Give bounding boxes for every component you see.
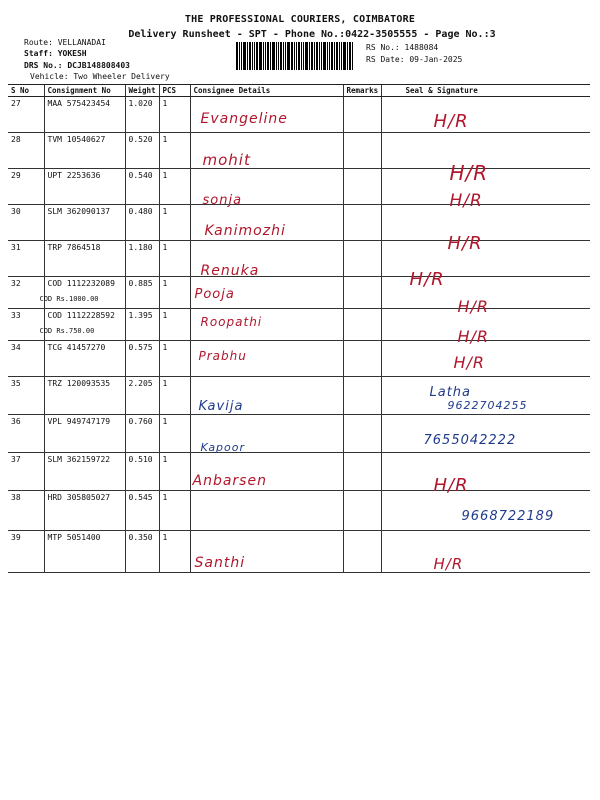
cell-consignee	[190, 309, 343, 341]
signature-handwriting: H/R	[433, 555, 464, 573]
cell-consignee	[190, 241, 343, 277]
cell-signature	[381, 341, 590, 377]
signature-handwriting: H/R	[449, 191, 483, 211]
cell-remarks	[343, 453, 381, 491]
drs-number: DRS No.: DCJB148808403	[24, 61, 130, 70]
signature-handwriting: H/R	[457, 297, 490, 316]
table-row	[8, 97, 590, 133]
col-consignment: Consignment No	[44, 85, 125, 97]
consignee-handwriting: Kapoor	[200, 441, 246, 454]
consignment-number: COD 1112232089	[47, 279, 115, 288]
consignment-number: MAA 575423454	[47, 99, 111, 108]
col-sno: S No	[8, 85, 44, 97]
cell-sno: 29	[8, 169, 44, 205]
consignee-handwriting: Renuka	[200, 263, 260, 279]
cell-weight: 0.480	[125, 205, 159, 241]
cod-amount: COD Rs.1000.00	[39, 295, 99, 303]
staff: Staff: YOKESH	[24, 49, 87, 58]
cell-sno: 38	[8, 491, 44, 531]
cell-sno: 30	[8, 205, 44, 241]
consignee-handwriting: sonja	[202, 193, 243, 208]
cell-signature	[381, 377, 590, 415]
cell-pcs: 1	[159, 491, 190, 531]
cell-pcs: 1	[159, 453, 190, 491]
cell-weight: 1.180	[125, 241, 159, 277]
cell-weight: 0.510	[125, 453, 159, 491]
signature-handwriting: H/R	[433, 111, 469, 132]
cell-consignment	[44, 531, 125, 573]
rs-number: RS No.: 1488084	[366, 43, 439, 52]
cell-weight: 0.520	[125, 133, 159, 169]
cell-remarks	[343, 277, 381, 309]
cell-sno: 28	[8, 133, 44, 169]
col-pcs: PCS	[159, 85, 190, 97]
cell-consignee	[190, 97, 343, 133]
cell-weight: 0.575	[125, 341, 159, 377]
col-consignee: Consignee Details	[190, 85, 343, 97]
cell-consignment	[44, 241, 125, 277]
cell-signature	[381, 453, 590, 496]
cell-consignee	[190, 341, 343, 377]
signature-handwriting: 9668722189	[461, 509, 555, 524]
cell-consignment	[44, 491, 125, 531]
cell-consignee	[190, 377, 343, 415]
table-row	[8, 415, 590, 453]
table-row	[8, 133, 590, 169]
runsheet-table	[8, 84, 590, 573]
cell-signature	[381, 97, 590, 133]
cell-pcs: 1	[159, 341, 190, 377]
consignee-handwriting: Santhi	[194, 555, 246, 571]
consignee-handwriting: Kavija	[198, 399, 244, 414]
cell-consignment	[44, 453, 125, 491]
cell-consignee	[190, 133, 343, 169]
cell-pcs: 1	[159, 133, 190, 169]
consignee-handwriting: mohit	[202, 151, 251, 169]
consignment-number: VPL 949747179	[47, 417, 111, 426]
table-row	[8, 241, 590, 277]
consignee-handwriting: Pooja	[194, 287, 235, 302]
table-header	[8, 85, 590, 97]
signature-handwriting: H/R	[457, 327, 490, 346]
vehicle: Vehicle: Two Wheeler Delivery	[30, 72, 170, 81]
consignment-number: UPT 2253636	[47, 171, 101, 180]
cell-weight: 0.540	[125, 169, 159, 205]
table-row	[8, 205, 590, 241]
cell-signature	[381, 241, 590, 290]
consignment-number: TRZ 120093535	[47, 379, 111, 388]
cell-signature	[381, 133, 590, 185]
cell-weight: 0.760	[125, 415, 159, 453]
cell-weight: 1.020	[125, 97, 159, 133]
cell-pcs: 1	[159, 97, 190, 133]
cell-pcs: 1	[159, 309, 190, 341]
cell-remarks	[343, 241, 381, 277]
cell-sno: 34	[8, 341, 44, 377]
cell-remarks	[343, 415, 381, 453]
cell-sno: 37	[8, 453, 44, 491]
cell-consignment	[39, 277, 125, 309]
barcode	[236, 42, 356, 70]
table-row	[8, 531, 590, 573]
consignee-handwriting: Kanimozhi	[204, 223, 286, 239]
cell-sno: 39	[8, 531, 44, 573]
signature-handwriting: H/R	[453, 353, 486, 372]
consignment-number: TRP 7864518	[47, 243, 101, 252]
cell-sno: 36	[8, 415, 44, 453]
cell-remarks	[343, 133, 381, 169]
cell-signature	[381, 205, 590, 254]
cell-sno: 32	[8, 277, 44, 309]
cell-weight: 2.205	[125, 377, 159, 415]
table-row	[8, 341, 590, 377]
cell-pcs: 1	[159, 241, 190, 277]
cell-remarks	[343, 377, 381, 415]
consignment-number: TVM 10540627	[47, 135, 106, 144]
cell-remarks	[343, 491, 381, 531]
cell-consignment	[39, 309, 125, 341]
table-row	[8, 309, 590, 341]
cell-consignment	[44, 205, 125, 241]
consignee-handwriting: Roopathi	[200, 315, 263, 329]
cell-pcs: 1	[159, 415, 190, 453]
cell-remarks	[343, 341, 381, 377]
table-row	[8, 377, 590, 415]
cell-signature	[381, 169, 590, 211]
consignment-number: SLM 362090137	[47, 207, 111, 216]
cod-amount: COD Rs.750.00	[39, 327, 95, 335]
consignment-number: SLM 362159722	[47, 455, 111, 464]
route: Route: VELLANADAI	[24, 38, 106, 47]
cell-pcs: 1	[159, 277, 190, 309]
company-title: THE PROFESSIONAL COURIERS, COIMBATORE	[184, 14, 416, 25]
signature-handwriting: H/R	[433, 475, 469, 496]
table-row	[8, 491, 590, 531]
signature-handwriting: H/R	[409, 269, 445, 290]
cell-sno: 33	[8, 309, 44, 341]
col-weight: Weight	[125, 85, 159, 97]
cell-sno: 27	[8, 97, 44, 133]
table-row	[8, 169, 590, 205]
consignee-handwriting: Prabhu	[198, 349, 247, 363]
cell-consignment	[44, 97, 125, 133]
signature-handwriting: H/R	[447, 233, 483, 254]
col-remarks: Remarks	[343, 85, 381, 97]
table-row	[8, 453, 590, 491]
cell-remarks	[343, 309, 381, 341]
consignment-number: HRD 305805027	[47, 493, 111, 502]
cell-consignment	[44, 169, 125, 205]
cell-signature	[381, 491, 590, 531]
cell-signature	[381, 531, 590, 573]
cell-remarks	[343, 97, 381, 133]
consignee-handwriting: Evangeline	[200, 111, 288, 127]
cell-consignee	[190, 453, 343, 491]
consignment-number: MTP 5051400	[47, 533, 101, 542]
cell-weight: 0.350	[125, 531, 159, 573]
cell-pcs: 1	[159, 377, 190, 415]
cell-consignee	[190, 531, 343, 573]
cell-weight: 0.885	[125, 277, 159, 309]
cell-sno: 35	[8, 377, 44, 415]
runsheet-subtitle: Delivery Runsheet - SPT - Phone No.:0422-3505555 - Page No.:3	[128, 29, 496, 40]
signature-handwriting: 7655042222	[423, 433, 517, 448]
consignee-handwriting: Anbarsen	[192, 473, 267, 489]
cell-weight: 1.395	[125, 309, 159, 341]
cell-weight: 0.545	[125, 491, 159, 531]
cell-consignee	[190, 205, 343, 241]
consignment-number: COD 1112228592	[47, 311, 115, 320]
cell-sno: 31	[8, 241, 44, 277]
cell-consignment	[44, 415, 125, 453]
cell-pcs: 1	[159, 205, 190, 241]
rs-date: RS Date: 09-Jan-2025	[366, 55, 463, 64]
cell-pcs: 1	[159, 531, 190, 573]
table-row	[8, 277, 590, 309]
cell-signature	[381, 309, 590, 346]
cell-consignee	[190, 415, 343, 453]
cell-consignment	[44, 341, 125, 377]
signature-handwriting: H/R	[449, 161, 489, 185]
cell-consignee	[190, 277, 343, 309]
cell-remarks	[343, 169, 381, 205]
cell-signature	[381, 415, 590, 453]
cell-remarks	[343, 205, 381, 241]
cell-consignment	[44, 377, 125, 415]
cell-remarks	[343, 531, 381, 573]
signature-phone: 9622704255	[447, 399, 528, 412]
cell-pcs: 1	[159, 169, 190, 205]
signature-handwriting: Latha	[429, 385, 472, 400]
cell-consignee	[190, 491, 343, 531]
cell-signature	[381, 277, 590, 316]
col-signature: Seal & Signature	[381, 85, 590, 97]
cell-consignment	[44, 133, 125, 169]
cell-consignee	[190, 169, 343, 208]
consignment-number: TCG 41457270	[47, 343, 106, 352]
